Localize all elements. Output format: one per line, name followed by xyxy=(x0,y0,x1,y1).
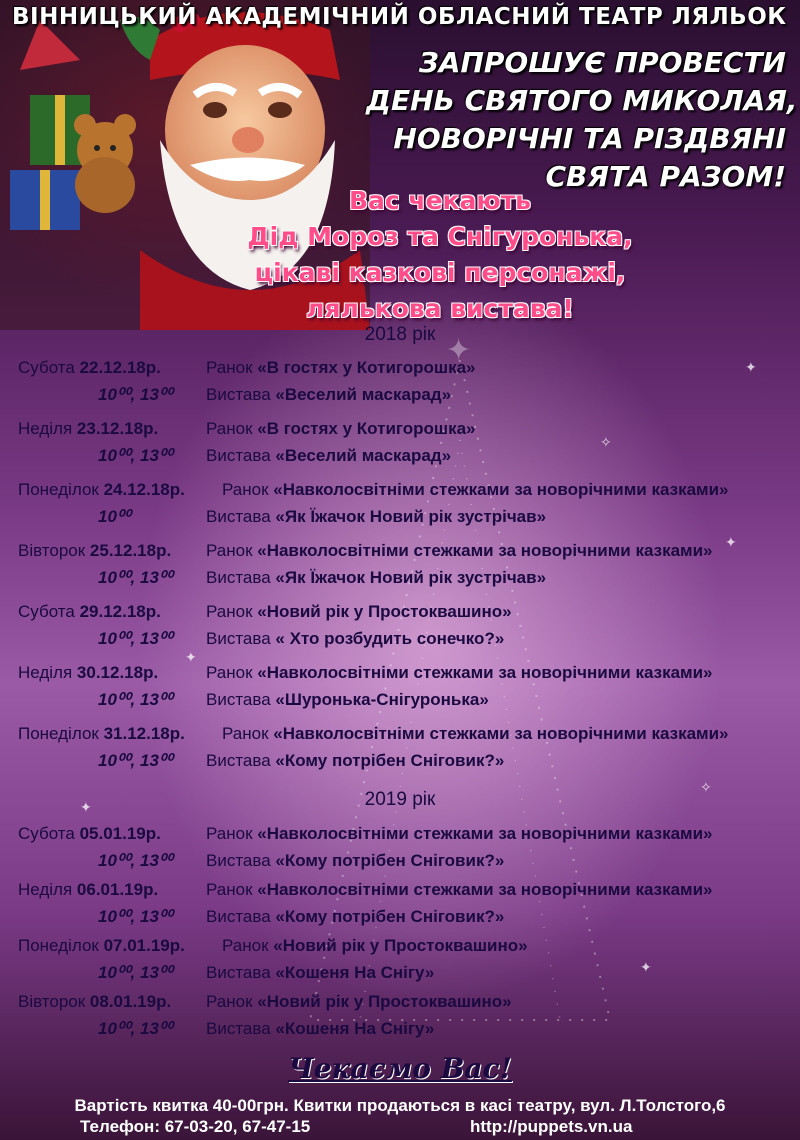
morning-event xyxy=(206,419,476,439)
show-times: 10⁰⁰, 13⁰⁰ xyxy=(98,568,173,587)
event-title: «Веселий маскарад» xyxy=(275,385,452,404)
event-title: «Шуронька-Снігуронька» xyxy=(275,690,489,709)
event-type: Вистава xyxy=(206,507,271,526)
invite-line: лялькова вистава! xyxy=(306,294,574,323)
event-type: Ранок xyxy=(206,824,253,843)
morning-event xyxy=(206,541,713,561)
heading-line: СВЯТА РАЗОМ! xyxy=(545,160,786,193)
date: 07.01.19р. xyxy=(103,936,185,955)
sparkle-icon: ✦ xyxy=(745,360,757,376)
event-title: «Кому потрібен Сніговик?» xyxy=(275,907,505,926)
website-link[interactable]: http://puppets.vn.ua xyxy=(470,1117,633,1136)
event-type: Ранок xyxy=(222,936,269,955)
show-times: 10⁰⁰, 13⁰⁰ xyxy=(98,963,173,982)
event-type: Ранок xyxy=(206,541,253,560)
event-title: «Кошеня На Снігу» xyxy=(275,1019,435,1038)
invite-line: Вас чекають xyxy=(348,186,531,215)
date: 31.12.18р. xyxy=(103,724,185,743)
day-name: Вівторок xyxy=(18,541,86,560)
theatre-name: ВІННИЦЬКИЙ АКАДЕМІЧНИЙ ОБЛАСНИЙ ТЕАТР ЛЯЛЬОК xyxy=(12,4,787,30)
event-type: Ранок xyxy=(206,358,253,377)
date: 25.12.18р. xyxy=(89,541,172,560)
morning-event xyxy=(222,724,729,744)
day-name: Понеділок xyxy=(18,936,99,955)
year-heading-2018: 2018 рік xyxy=(364,324,436,345)
invite-line: Дід Мороз та Снігуронька, xyxy=(247,222,633,251)
svg-text:✦: ✦ xyxy=(446,333,472,368)
event-title: «В гостях у Котигорошка» xyxy=(257,358,476,377)
event-title: «Новий рік у Простоквашино» xyxy=(257,992,512,1011)
heading-line: ДЕНЬ СВЯТОГО МИКОЛАЯ, xyxy=(366,84,798,117)
show-times: 10⁰⁰, 13⁰⁰ xyxy=(98,629,173,648)
day-name: Субота xyxy=(18,602,75,621)
date: 05.01.19р. xyxy=(79,824,161,843)
year-heading-2019: 2019 рік xyxy=(364,789,436,810)
event-type: Вистава xyxy=(206,751,271,770)
event-type: Вистава xyxy=(206,568,271,587)
date: 29.12.18р. xyxy=(79,602,161,621)
event-type: Ранок xyxy=(222,724,269,743)
event-title: «Навколосвітніми стежками за новорічними казками» xyxy=(257,541,713,560)
schedule-day xyxy=(18,824,161,844)
event-title: «Веселий маскарад» xyxy=(275,446,452,465)
show-event xyxy=(206,851,504,871)
morning-event xyxy=(206,880,713,900)
date: 22.12.18р. xyxy=(79,358,161,377)
event-type: Вистава xyxy=(206,907,271,926)
event-title: «Кому потрібен Сніговик?» xyxy=(275,751,505,770)
show-event xyxy=(206,446,451,466)
show-times: 10⁰⁰, 13⁰⁰ xyxy=(98,1019,173,1038)
closing-text: Чекаємо Вас! xyxy=(288,1052,512,1085)
event-title: «Навколосвітніми стежками за новорічними казками» xyxy=(257,880,713,899)
show-event xyxy=(206,568,546,588)
event-type: Вистава xyxy=(206,629,271,648)
morning-event xyxy=(206,992,512,1012)
day-name: Неділя xyxy=(18,419,73,438)
event-title: «Кому потрібен Сніговик?» xyxy=(275,851,505,870)
event-type: Ранок xyxy=(222,480,269,499)
event-title: «Як Їжачок Новий рік зустрічав» xyxy=(275,568,547,587)
event-type: Ранок xyxy=(206,419,253,438)
ticket-price: Вартість квитка 40-00грн. Квитки продаються в касі театру, вул. Л.Толстого,6 xyxy=(74,1096,726,1115)
invite-text xyxy=(180,183,700,327)
morning-event xyxy=(222,936,528,956)
date: 06.01.19р. xyxy=(76,880,159,899)
show-event xyxy=(206,629,504,649)
date: 30.12.18р. xyxy=(76,663,159,682)
schedule-day xyxy=(18,992,171,1012)
event-title: «Навколосвітніми стежками за новорічними казками» xyxy=(273,480,729,499)
event-title: «Навколосвітніми стежками за новорічними казками» xyxy=(257,824,713,843)
show-times: 10⁰⁰, 13⁰⁰ xyxy=(98,385,173,404)
day-name: Неділя xyxy=(18,880,73,899)
phone: Телефон: 67-03-20, 67-47-15 xyxy=(80,1117,311,1136)
event-type: Вистава xyxy=(206,963,271,982)
date: 08.01.19р. xyxy=(89,992,172,1011)
show-event xyxy=(206,507,546,527)
show-event xyxy=(206,963,434,983)
show-event xyxy=(206,907,504,927)
sparkle-icon: ✧ xyxy=(600,435,612,451)
event-title: «Навколосвітніми стежками за новорічними казками» xyxy=(273,724,729,743)
heading-line: НОВОРІЧНІ ТА РІЗДВЯНІ xyxy=(393,122,786,155)
event-type: Вистава xyxy=(206,690,271,709)
show-event xyxy=(206,1019,434,1039)
sparkle-icon: ✦ xyxy=(640,960,652,976)
sparkle-icon: ✧ xyxy=(700,780,712,796)
day-name: Неділя xyxy=(18,663,73,682)
show-times: 10⁰⁰, 13⁰⁰ xyxy=(98,907,173,926)
day-name: Понеділок xyxy=(18,480,99,499)
event-title: «Навколосвітніми стежками за новорічними казками» xyxy=(257,663,713,682)
day-name: Понеділок xyxy=(18,724,99,743)
show-event xyxy=(206,385,451,405)
show-times: 10⁰⁰, 13⁰⁰ xyxy=(98,690,173,709)
sparkle-icon: ✦ xyxy=(185,650,197,666)
show-times: 10⁰⁰, 13⁰⁰ xyxy=(98,751,173,770)
heading-line: ЗАПРОШУЄ ПРОВЕСТИ xyxy=(418,46,786,79)
sparkle-icon: ✦ xyxy=(725,535,737,551)
event-type: Ранок xyxy=(206,663,253,682)
invite-line: цікаві казкові персонажі, xyxy=(254,258,626,287)
schedule-day xyxy=(18,724,185,744)
show-times: 10⁰⁰ xyxy=(98,507,131,526)
schedule-day xyxy=(18,663,158,683)
schedule-day xyxy=(18,880,158,900)
schedule-day xyxy=(18,480,185,500)
morning-event xyxy=(206,602,512,622)
event-title: «Кошеня На Снігу» xyxy=(275,963,435,982)
event-type: Ранок xyxy=(206,992,253,1011)
schedule-day xyxy=(18,541,171,561)
show-times: 10⁰⁰, 13⁰⁰ xyxy=(98,851,173,870)
event-title: «Як Їжачок Новий рік зустрічав» xyxy=(275,507,547,526)
show-times: 10⁰⁰, 13⁰⁰ xyxy=(98,446,173,465)
schedule-day xyxy=(18,602,161,622)
schedule-day xyxy=(18,419,158,439)
event-title: «Новий рік у Простоквашино» xyxy=(257,602,512,621)
morning-event xyxy=(206,358,476,378)
event-type: Ранок xyxy=(206,602,253,621)
event-type: Вистава xyxy=(206,446,271,465)
morning-event xyxy=(222,480,729,500)
event-type: Вистава xyxy=(206,385,271,404)
sparkle-icon: ✦ xyxy=(80,800,92,816)
show-event xyxy=(206,690,489,710)
event-type: Вистава xyxy=(206,851,271,870)
schedule-day xyxy=(18,936,185,956)
event-title: « Хто розбудить сонечко?» xyxy=(275,629,505,648)
morning-event xyxy=(206,663,713,683)
day-name: Субота xyxy=(18,358,75,377)
day-name: Субота xyxy=(18,824,75,843)
invitation-heading xyxy=(366,44,798,196)
event-title: «В гостях у Котигорошка» xyxy=(257,419,476,438)
schedule-day xyxy=(18,358,161,378)
contacts xyxy=(80,1117,760,1137)
morning-event xyxy=(206,824,713,844)
show-event xyxy=(206,751,504,771)
date: 23.12.18р. xyxy=(76,419,159,438)
date: 24.12.18р. xyxy=(103,480,185,499)
event-title: «Новий рік у Простоквашино» xyxy=(273,936,528,955)
event-type: Вистава xyxy=(206,1019,271,1038)
event-type: Ранок xyxy=(206,880,253,899)
day-name: Вівторок xyxy=(18,992,86,1011)
